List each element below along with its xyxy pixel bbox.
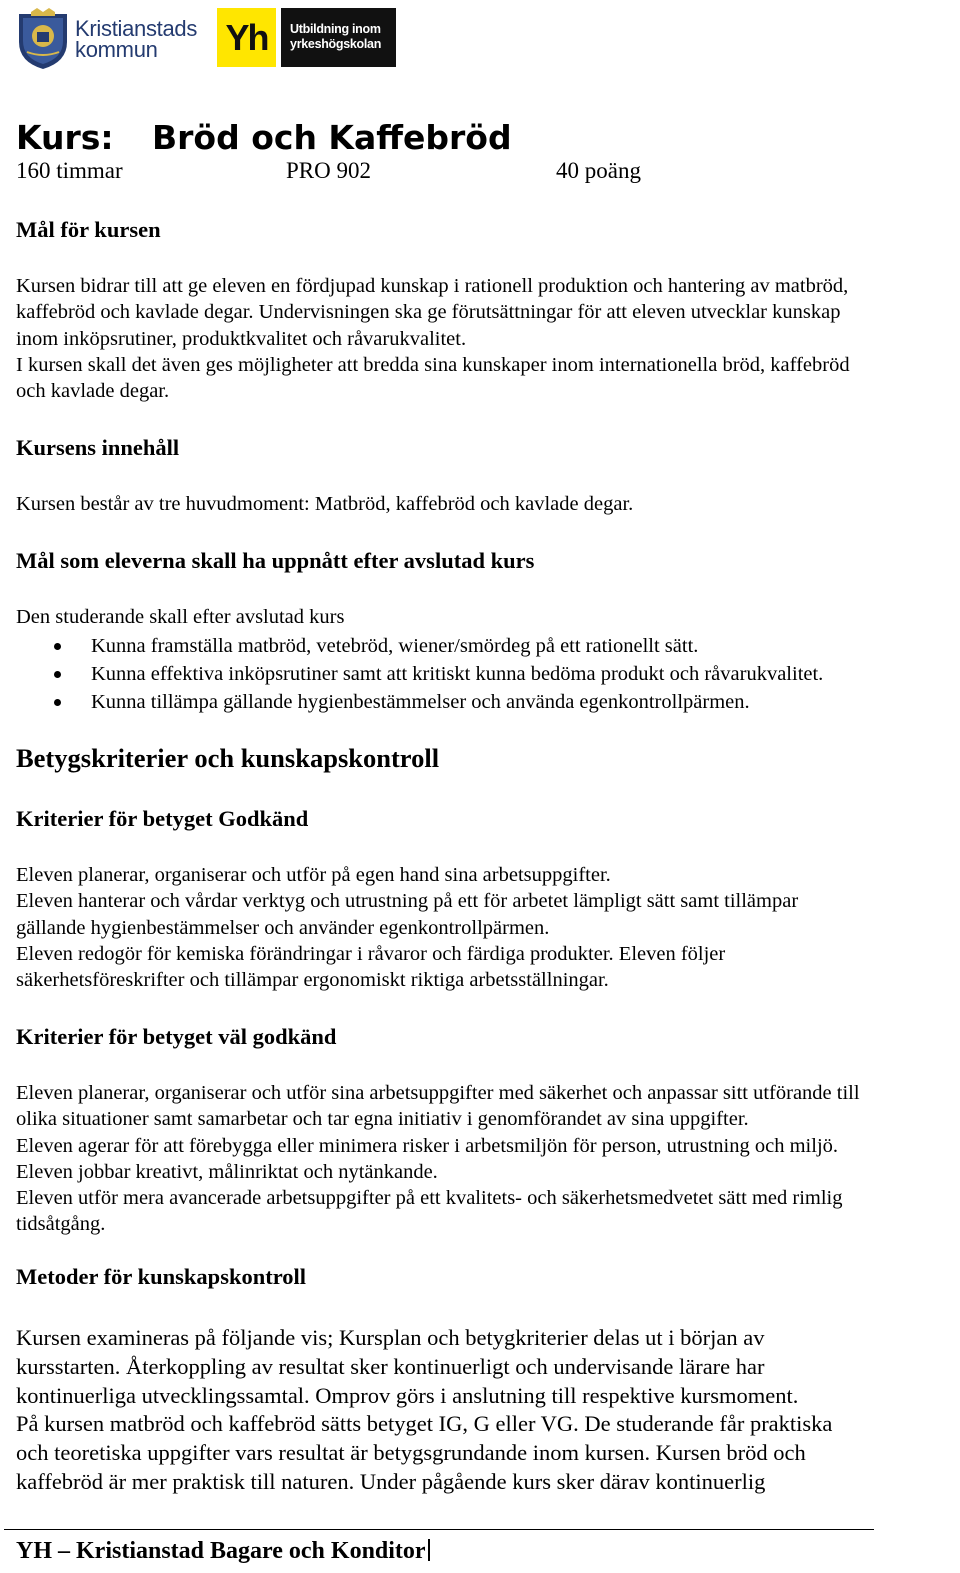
text-line: inom inköpsrutiner, produktkvalitet och råvarukvalitet. xyxy=(16,327,467,350)
section-heading-innehall: Kursens innehåll xyxy=(16,435,180,460)
innehall-text: Kursen består av tre huvudmoment: Matbröd, kaffebröd och kavlade degar. xyxy=(16,493,634,515)
page-footer xyxy=(16,1538,430,1565)
text-line: Kursen examineras på följande vis; Kursplan och betygkriterier delas ut i början av xyxy=(16,1325,765,1350)
list-item-text: Kunna effektiva inköpsrutiner samt att kritiskt kunna bedöma produkt och råvarukvalitet. xyxy=(91,663,824,685)
text-line: Kursen bidrar till att ge eleven en fördjupad kunskap i rationell produktion och hantering av matbröd, xyxy=(16,275,849,297)
text-cursor xyxy=(428,1539,430,1561)
list-item-text: Kunna tillämpa gällande hygienbestämmelser och använda egenkontrollpärmen. xyxy=(91,691,750,713)
text-line: och teoretiska uppgifter vars resultat är betygsgrundande inom kursen. Kursen bröd och xyxy=(16,1440,806,1466)
coat-of-arms-icon xyxy=(17,8,69,70)
mal-paragraph xyxy=(16,273,850,404)
section-heading-mal-elever: Mål som eleverna skall ha uppnått efter avslutad kurs xyxy=(16,548,535,573)
text-line: På kursen matbröd och kaffebröd sätts betyget IG, G eller VG. De studerande får praktiska xyxy=(16,1411,833,1437)
bullet-icon xyxy=(54,643,61,650)
kommun-wordmark xyxy=(75,18,197,60)
godkand-paragraph xyxy=(16,862,798,993)
section-heading-betyg: Betygskriterier och kunskapskontroll xyxy=(16,743,440,773)
course-points: 40 poäng xyxy=(556,158,641,183)
text-line: olika situationer samt samarbetar och tar egna initiativ i genomförandet av sina uppgifter. xyxy=(16,1108,749,1131)
list-item xyxy=(16,688,823,716)
yh-logo-line2: yrkeshögskolan xyxy=(290,37,382,51)
text-line: Eleven jobbar kreativt, målinriktat och nytänkande. xyxy=(16,1160,438,1183)
bullet-icon xyxy=(54,671,61,678)
text-line: kontinuerliga utvecklingssamtal. Omprov görs i anslutning till respektive kursmoment. xyxy=(16,1382,799,1408)
text-line: Eleven redogör för kemiska förändringar i råvaror och färdiga produkter. Eleven följer xyxy=(16,942,726,965)
text-line: I kursen skall det även ges möjligheter att bredda sina kunskaper inom internationella bröd, kaffebröd xyxy=(16,353,850,376)
text-line: kaffebröd är mer praktisk till naturen. Under pågående kurs sker därav kontinuerlig xyxy=(16,1468,766,1494)
kommun-name-line2: kommun xyxy=(75,37,158,62)
text-line: tidsåtgång. xyxy=(16,1213,106,1236)
text-line: gällande hygienbestämmelser och använder egenkontrollpärmen. xyxy=(16,916,550,939)
metoder-paragraph xyxy=(16,1324,832,1497)
subheading-metoder: Metoder för kunskapskontroll xyxy=(16,1264,307,1289)
text-line: kaffebröd och kavlade degar. Undervisningen ska ge förutsättningar för att eleven utvecklar kunskap xyxy=(16,301,841,324)
subheading-godkand: Kriterier för betyget Godkänd xyxy=(16,806,309,831)
text-line: Eleven hanterar och vårdar verktyg och utrustning på ett för arbetet lämpligt sätt samt tillämpar xyxy=(16,890,799,913)
text-line: Eleven planerar, organiserar och utför sina arbetsuppgifter med säkerhet och anpassar sitt utförande till xyxy=(16,1082,860,1104)
bullet-icon xyxy=(54,699,61,706)
text-line: Eleven planerar, organiserar och utför på egen hand sina arbetsuppgifter. xyxy=(16,864,611,886)
course-name: Bröd och Kaffebröd xyxy=(152,118,512,157)
section-heading-mal: Mål för kursen xyxy=(16,217,161,242)
goal-list xyxy=(16,632,823,716)
header-logos xyxy=(17,8,396,72)
text-line: säkerhetsföreskrifter och tillämpar ergonomiskt riktiga arbetsställningar. xyxy=(16,969,609,992)
yh-logo-line1: Utbildning inom xyxy=(290,22,381,36)
text-line: kursstarten. Återkoppling av resultat sker kontinuerligt och undervisande lärare har xyxy=(16,1353,765,1379)
yh-logo: Yh xyxy=(217,8,276,67)
mal-elever-intro: Den studerande skall efter avslutad kurs xyxy=(16,606,345,628)
text-line: och kavlade degar. xyxy=(16,380,170,403)
list-item xyxy=(16,632,823,660)
yh-logo-text xyxy=(281,8,396,67)
list-item xyxy=(16,660,823,688)
course-title xyxy=(16,118,512,157)
subheading-val-godkand: Kriterier för betyget väl godkänd xyxy=(16,1024,337,1049)
list-item-text: Kunna framställa matbröd, vetebröd, wiener/smördeg på ett rationellt sätt. xyxy=(91,635,699,657)
course-label: Kurs: xyxy=(16,118,114,157)
kristianstad-kommun-logo xyxy=(17,8,197,70)
footer-text: YH – Kristianstad Bagare och Konditor xyxy=(16,1538,426,1564)
text-line: Eleven utför mera avancerade arbetsuppgifter på ett kvalitets- och säkerhetsmedvetet sätt med rimlig xyxy=(16,1187,843,1210)
val-godkand-paragraph xyxy=(16,1080,860,1238)
kommun-name-line1: Kristianstads xyxy=(75,16,198,41)
course-hours: 160 timmar xyxy=(16,158,123,183)
footer-divider xyxy=(4,1529,874,1530)
text-line: Eleven agerar för att förebygga eller minimera risker i arbetsmiljön för person, utrustning och miljö. xyxy=(16,1134,839,1157)
course-code: PRO 902 xyxy=(286,158,371,183)
